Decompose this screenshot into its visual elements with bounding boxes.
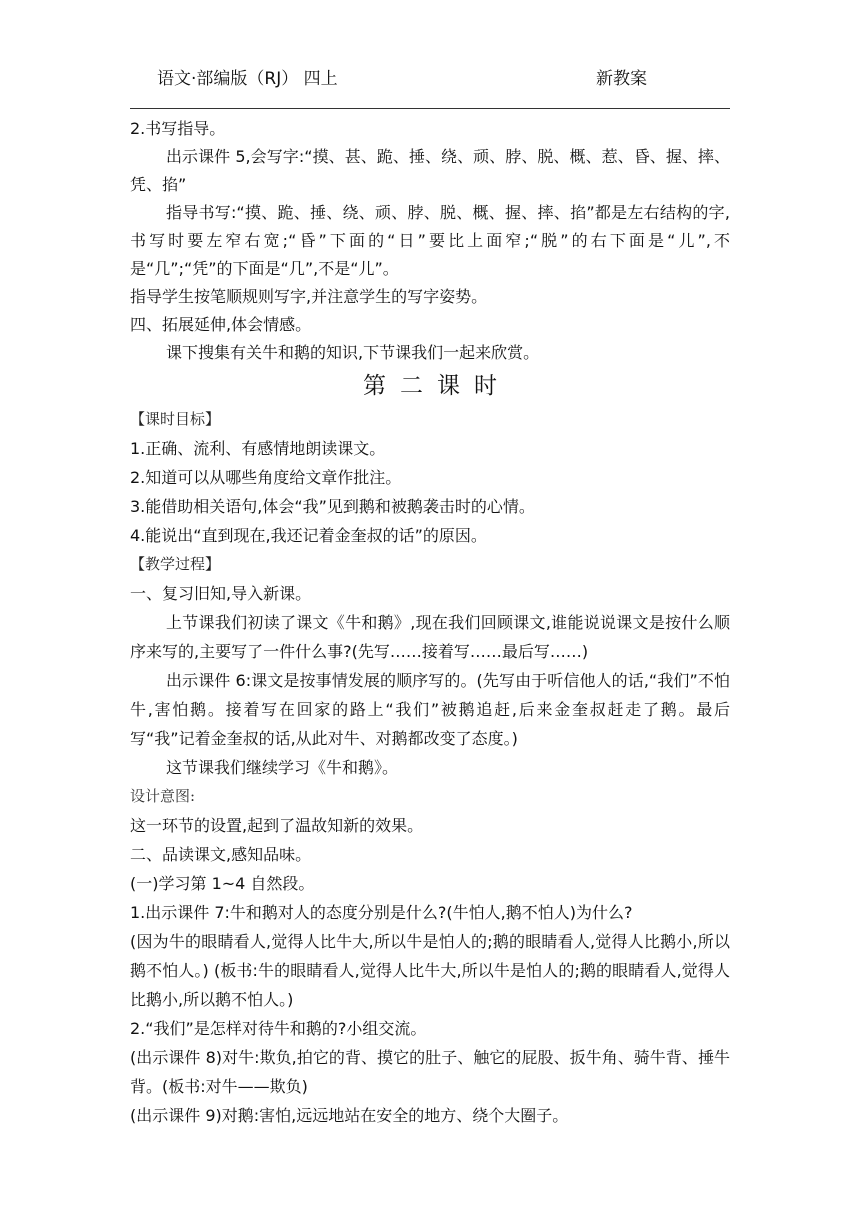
section-heading: 二、品读课文,感知品味。 <box>130 845 312 864</box>
paragraph: (出示课件 8)对牛:欺负,拍它的背、摸它的肚子、触它的屁股、扳牛角、骑牛背、捶牛背。(板书:对牛——欺负) <box>130 1048 730 1096</box>
paragraph: 2.“我们”是怎样对待牛和鹅的?小组交流。 <box>130 1019 427 1038</box>
goal-item: 2.知道可以从哪些角度给文章作批注。 <box>130 468 402 487</box>
subsection-heading: (一)学习第 1~4 自然段。 <box>130 874 315 893</box>
paragraph: 这节课我们继续学习《牛和鹅》。 <box>166 758 399 777</box>
design-intent-label: 设计意图: <box>130 787 196 805</box>
paragraph: 指导学生按笔顺规则写字,并注意学生的写字姿势。 <box>130 287 488 306</box>
process-heading: 【教学过程】 <box>130 555 221 573</box>
paragraph: (因为牛的眼睛看人,觉得人比牛大,所以牛是怕人的;鹅的眼睛看人,觉得人比鹅小,所以鹅不怕人。) (板书:牛的眼睛看人,觉得人比牛大,所以牛是怕人的;鹅的眼睛看人,觉得人比鹅小,所以鹅不怕人。) <box>130 932 730 1009</box>
lesson-title: 第二课时 <box>363 373 511 399</box>
goals-heading: 【课时目标】 <box>130 410 221 428</box>
paragraph: 课下搜集有关牛和鹅的知识,下节课我们一起来欣赏。 <box>166 343 540 362</box>
paragraph: 出示课件 5,会写字:“摸、甚、跪、捶、绕、顽、脖、脱、概、惹、昏、握、摔、凭、掐” <box>130 147 730 194</box>
section-heading: 一、复习旧知,导入新课。 <box>130 584 312 603</box>
paragraph: 2.书写指导。 <box>130 119 226 138</box>
section-heading: 四、拓展延伸,体会情感。 <box>130 315 312 334</box>
header-doc-type: 新教案 <box>596 69 647 89</box>
paragraph: 1.出示课件 7:牛和鹅对人的态度分别是什么?(牛怕人,鹅不怕人)为什么? <box>130 903 633 922</box>
design-intent-text: 这一环节的设置,起到了温故知新的效果。 <box>130 816 424 835</box>
goal-item: 3.能借助相关语句,体会“我”见到鹅和被鹅袭击时的心情。 <box>130 497 535 516</box>
paragraph: 指导书写:“摸、跪、捶、绕、顽、脖、脱、概、握、摔、掐”都是左右结构的字,书写时要左窄右宽;“昏”下面的“日”要比上面窄;“脱”的右下面是“儿”,不是“几”;“凭”的下面是“几”,不是“儿”。 <box>130 203 730 278</box>
paragraph: 上节课我们初读了课文《牛和鹅》,现在我们回顾课文,谁能说说课文是按什么顺序来写的,主要写了一件什么事?(先写……接着写……最后写……) <box>130 613 730 661</box>
goal-item: 1.正确、流利、有感情地朗读课文。 <box>130 439 386 458</box>
goal-item: 4.能说出“直到现在,我还记着金奎叔的话”的原因。 <box>130 526 487 545</box>
paragraph: 出示课件 6:课文是按事情发展的顺序写的。(先写由于听信他人的话,“我们”不怕牛,害怕鹅。接着写在回家的路上“我们”被鹅追赶,后来金奎叔赶走了鹅。最后写“我”记着金奎叔的话,从此对牛、对鹅都改变了态度。) <box>130 671 730 748</box>
header-subject: 语文·部编版（RJ） 四上 <box>157 69 338 89</box>
paragraph: (出示课件 9)对鹅:害怕,远远地站在安全的地方、绕个大圈子。 <box>130 1106 569 1125</box>
document-body <box>130 115 730 1130</box>
header-divider <box>130 108 730 109</box>
